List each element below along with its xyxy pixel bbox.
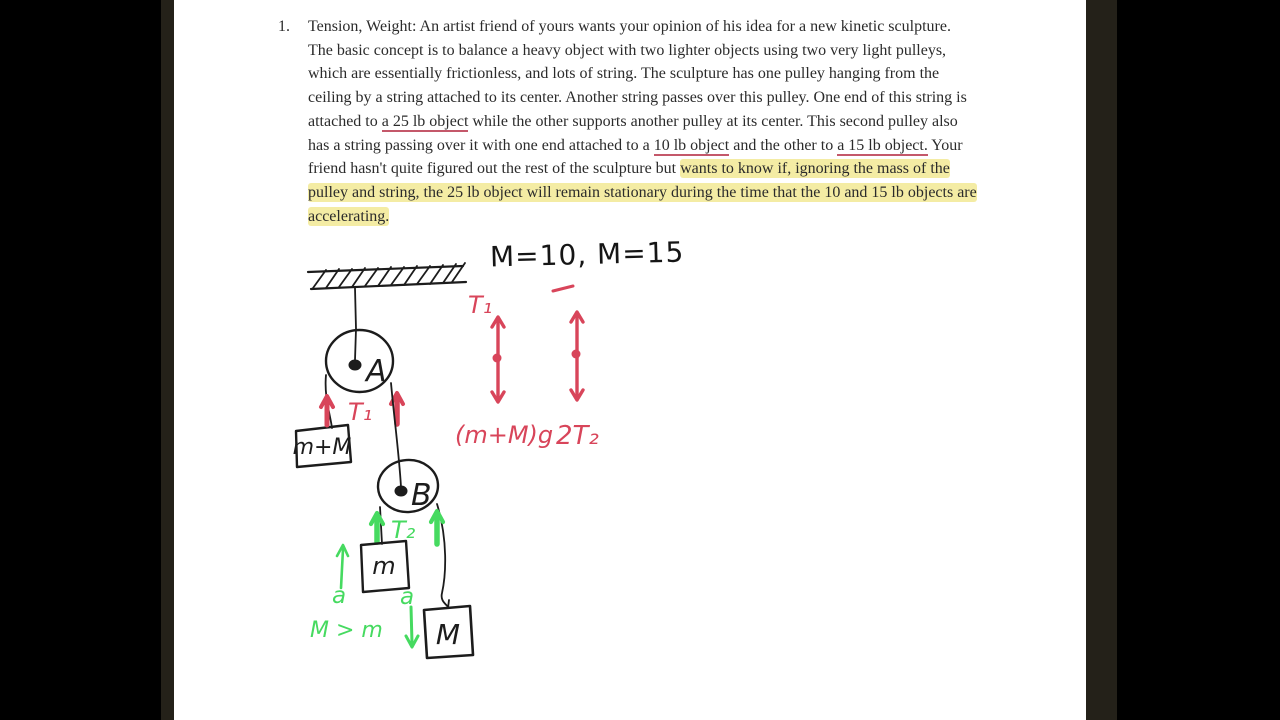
highlighted-passage: wants to know if, ignoring the mass of the pulley and string, the 25 lb object will remain stationary during the time that the 10 and 15 lb objects are accelerating. <box>308 160 977 225</box>
tension2-label: T₂ <box>391 516 416 544</box>
problem-segment: and the other to <box>729 136 838 154</box>
pulley-a-label: A <box>366 354 387 389</box>
fbd2-point-dot <box>572 350 581 359</box>
problem-paragraph <box>308 15 978 228</box>
problem-number: 1. <box>278 18 290 35</box>
pulley-b <box>376 458 439 514</box>
problem-segment: Tension, Weight: An artist friend of yours wants your opinion of his idea for a new kinetic sculpture. The basic concept is to balance a heavy object with two lighter objects using two very light pulleys, which are essentially frictionless, and lots of string. The sculpture has one pulley hanging from the ceiling by a string attached to its center. Another string passes over this pulley. One end of this string is attached to <box>308 18 967 130</box>
ceiling-hatch <box>308 263 466 289</box>
fbd-pulley-a <box>455 291 553 449</box>
pulley-diagram <box>280 255 680 665</box>
underlined-phrase-25lb: a 25 lb object <box>381 112 469 130</box>
fbd1-weight-label: (m+M)g <box>455 421 554 449</box>
box-m-plus-M-label: m+M <box>292 435 352 460</box>
box-M-label: M <box>435 618 461 651</box>
handwritten-mass-values: M=10, M=15 <box>489 235 685 274</box>
box-m-label: m <box>372 552 396 580</box>
accel-arrow-M-down <box>406 607 418 647</box>
tension2-arrow-right <box>431 511 443 544</box>
fbd1-tension-label: T₁ <box>468 291 493 319</box>
mass-inequality-label: M > m <box>310 618 383 643</box>
underlined-phrase-10lb: 10 lb object <box>653 136 730 154</box>
problem-segment: while the other supports another pulley at its center. This second pulley also has a string passing over it with one end attached to a <box>308 112 958 154</box>
pulley-a <box>326 330 393 392</box>
edge-strip-left <box>161 0 174 720</box>
pulley-b-axle-dot <box>395 486 408 497</box>
fbd1-point-dot <box>493 354 502 363</box>
pulley-a-axle-dot <box>349 360 362 371</box>
fbd2-dash <box>553 286 573 291</box>
underlined-phrase-15lb: a 15 lb object. <box>837 136 928 154</box>
pulley-b-label: B <box>411 478 432 513</box>
string-ceiling-to-pulley-a <box>355 288 356 360</box>
problem-segment: Your friend hasn't quite figured out the rest of the sculpture but <box>308 136 963 178</box>
tension1-label: T₁ <box>348 398 373 426</box>
fbd-pulley-b <box>553 286 599 451</box>
accel-label-M: a <box>400 584 415 610</box>
accel-arrow-m-up <box>337 545 348 588</box>
box-M <box>424 606 473 658</box>
fbd2-weight-label: 2T₂ <box>556 421 599 451</box>
problem-text <box>278 15 978 228</box>
box-m-plus-M <box>293 425 352 467</box>
edge-strip-right <box>1086 0 1117 720</box>
accel-label-m: a <box>332 583 347 609</box>
